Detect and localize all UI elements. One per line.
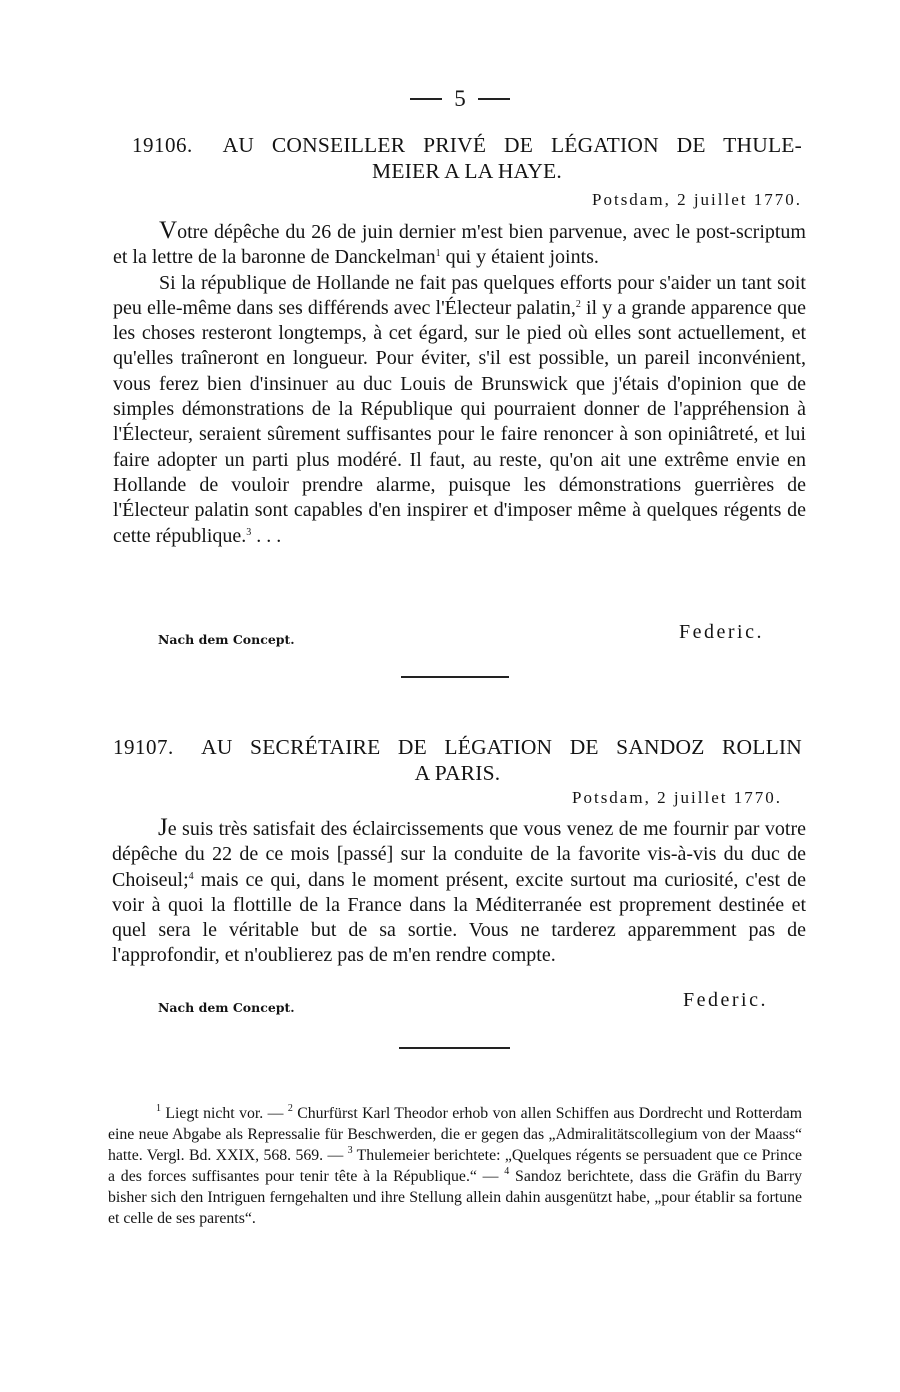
page-number-value: 5 [454, 86, 466, 111]
letter-heading [113, 735, 802, 760]
footnote-marker: 3 [347, 1145, 353, 1156]
letter-title-first: AU SECRÉTAIRE DE LÉGATION DE SANDOZ ROLLIN [201, 735, 803, 759]
letter-heading [132, 133, 802, 158]
signature: Federic. [683, 989, 768, 1011]
letter-body [113, 218, 806, 549]
paragraph [113, 271, 806, 549]
signature: Federic. [679, 621, 764, 643]
footnote-marker: 3 [246, 526, 252, 538]
text-segment: Si la république de Hollande ne fait pas quelques efforts pour s'aider un tant soit peu elle-même dans ses différends avec l'Électeur palatin, [113, 271, 806, 319]
footnote-marker: 4 [504, 1166, 510, 1177]
page-number [395, 84, 525, 114]
text-segment: Churfürst Karl Theodor erhob von allen Schiffen aus Dordrecht und Rotterdam eine neue Abgabe als Repressalie für Beschwerden, die er gegen das „Admiralitätscollegium von der Maass“ hatte. Vergl. Bd. XXIX, 568. 569. — [108, 1105, 802, 1164]
letter-number: 19107. [113, 735, 174, 759]
text-segment: . . . [251, 524, 282, 547]
letter-title-line [113, 735, 802, 760]
text-segment: Je suis très satisfait des éclaircissements que vous venez de me fournir par votre dépêche du 22 de ce mois [passé] sur la conduite de la favorite vis-à-vis du duc de Choiseul; [112, 814, 806, 891]
text-segment: qui y étaient joints. [440, 246, 599, 269]
letter-body [112, 815, 806, 969]
footnote-paragraph [108, 1103, 802, 1229]
letter-title-second: MEIER A LA HAYE. [372, 159, 562, 183]
footnote-marker: 1 [435, 248, 441, 260]
page-number-left-dash [410, 98, 442, 100]
page-number-right-dash [478, 98, 510, 100]
source-note: Nach dem Concept. [158, 1000, 295, 1015]
letter-title-first: AU CONSEILLER PRIVÉ DE LÉGATION DE THULE- [222, 133, 802, 157]
text-segment: Liegt nicht vor. — [161, 1105, 288, 1122]
footnote-marker: 1 [156, 1103, 161, 1114]
letter-dateline: Potsdam, 2 juillet 1770. [572, 788, 782, 807]
paragraph [113, 218, 806, 271]
source-note: Nach dem Concept. [158, 632, 295, 647]
text-segment: Thulemeier berichtete: „Quelques régents se persuadent que ce Prince a des forces suffisantes pour tenir tête à la République.“ — [108, 1147, 802, 1185]
paragraph [112, 815, 806, 969]
letter-dateline: Potsdam, 2 juillet 1770. [592, 190, 802, 209]
text-segment: Sandoz berichtete, dass die Gräfin du Barry bisher sich den Intriguen ferngehalten und ihre Stellung allein dahin ausgenützt habe, „pour établir sa fortune et celle de ses parents“. [108, 1168, 802, 1227]
footnote-marker: 2 [575, 298, 581, 310]
section-divider [401, 676, 509, 678]
footnote-marker: 2 [287, 1103, 293, 1114]
section-divider [399, 1047, 510, 1049]
letter-title-line [132, 133, 802, 158]
letter-number: 19106. [132, 133, 193, 157]
text-segment: il y a grande apparence que les choses resteront longtemps, à cet égard, sur le pied où elles sont actuellement, et qu'elles traîneront en longueur. Pour éviter, s'il est possible, un pareil inconvénient, vous ferez bien d'insinuer au duc Louis de Brunswick que j'étais d'opinion que de simples démonstrations de la République qui pourraient donner de l'appréhension à l'Électeur, seraient sûrement suffisantes pour le faire renoncer à son opiniâtreté, et lui faire adopter un parti plus modéré. Il faut, au reste, qu'on ait une extrême envie en Hollande de vouloir prendre alarme, puisque les démonstrations guerrières de l'Électeur palatin sont capables d'en inspirer et d'imposer même à quelques régents de cette république. [113, 296, 806, 547]
footnote-marker: 4 [188, 870, 194, 882]
letter-title-second: A PARIS. [414, 761, 501, 785]
text-segment: Votre dépêche du 26 de juin dernier m'est bien parvenue, avec le post-scriptum et la lettre de la baronne de Danckelman [113, 217, 806, 269]
footnotes [108, 1103, 802, 1229]
text-segment: mais ce qui, dans le moment présent, excite surtout ma curiosité, c'est de voir à quoi la flottille de la France dans la Méditerranée est proprement destinée et quel sera le véritable but de sa sortie. Vous ne tarderez apparemment pas de l'approfondir, et n'oublierez pas de m'en rendre compte. [112, 868, 806, 967]
